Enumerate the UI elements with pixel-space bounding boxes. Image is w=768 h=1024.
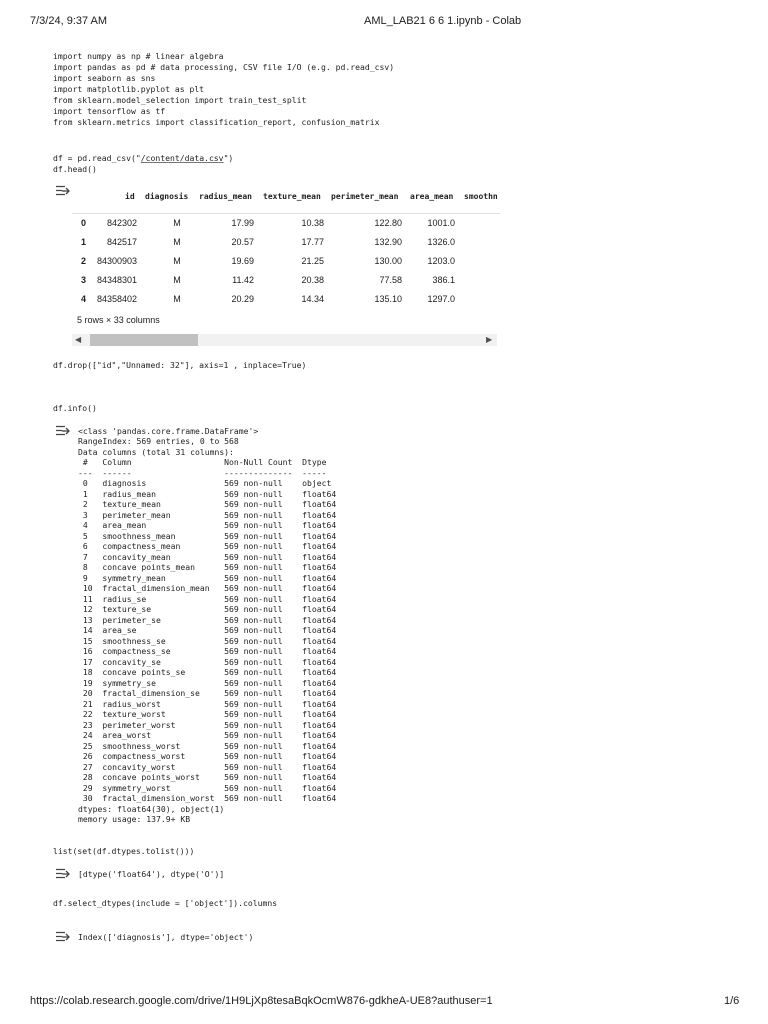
- page-title: AML_LAB21 6 6 1.ipynb - Colab: [364, 15, 522, 27]
- cell-diagnosis: M: [173, 237, 181, 247]
- page-url[interactable]: https://colab.research.google.com/drive/1H9LjXp8tesaBqkOcmW876-gdkheA-UE8?authuser=1: [30, 995, 493, 1007]
- cell-diagnosis: M: [173, 256, 181, 266]
- cell-id: 842517: [106, 237, 137, 247]
- cell-texture-mean: 17.77: [301, 237, 324, 247]
- column-header: texture_mean: [263, 192, 321, 201]
- page-number: 1/6: [724, 995, 740, 1007]
- output-line: memory usage: 137.9+ KB: [78, 814, 191, 824]
- output-toggle-icon[interactable]: [55, 868, 71, 880]
- cell-perimeter-mean: 130.00: [374, 256, 402, 266]
- cell-area-mean: 386.1: [432, 275, 455, 285]
- output-line: 25 smoothness_worst 569 non-null float64: [78, 740, 337, 751]
- code-line: df.head(): [53, 164, 97, 174]
- code-line: import tensorflow as tf: [53, 106, 166, 116]
- output-line: 26 compactness_worst 569 non-null float64: [78, 751, 337, 761]
- code-cell-select-dtypes[interactable]: df.select_dtypes(include = ['object']).columns: [53, 898, 278, 908]
- output-line: 20 fractal_dimension_se 569 non-null float64: [78, 688, 337, 698]
- output-line: 28 concave points_worst 569 non-null float64: [78, 772, 337, 782]
- output-line: 1 radius_mean 569 non-null float64: [78, 488, 337, 499]
- output-line: 27 concavity_worst 569 non-null float64: [78, 761, 337, 772]
- output-line: 7 concavity_mean 569 non-null float64: [78, 551, 337, 562]
- cell-id: 84300903: [96, 256, 137, 266]
- cell-area-mean: 1001.0: [427, 218, 455, 228]
- code-line: [53, 153, 233, 164]
- code-text: df = pd.read_csv(": [53, 153, 141, 163]
- output-line: 14 area_se 569 non-null float64: [78, 625, 337, 635]
- cell-diagnosis: M: [173, 294, 181, 304]
- code-line: from sklearn.model_selection import train_test_split: [53, 95, 307, 105]
- cell-texture-mean: 21.25: [301, 256, 324, 266]
- horizontal-scrollbar[interactable]: [72, 334, 497, 346]
- output-line: 22 texture_worst 569 non-null float64: [78, 709, 337, 719]
- row-index: 3: [81, 275, 87, 285]
- cell-diagnosis: M: [173, 275, 181, 285]
- select-dtypes-output: Index(['diagnosis'], dtype='object'): [78, 931, 254, 942]
- output-line: 3 perimeter_mean 569 non-null float64: [78, 509, 337, 520]
- code-line: import matplotlib.pyplot as plt: [53, 84, 205, 94]
- output-line: 30 fractal_dimension_worst 569 non-null float64: [78, 793, 337, 803]
- cell-perimeter-mean: 77.58: [379, 275, 402, 285]
- output-line: 15 smoothness_se 569 non-null float64: [78, 635, 337, 646]
- table-row: [72, 294, 500, 313]
- row-index: 0: [81, 218, 87, 228]
- output-line: 24 area_worst 569 non-null float64: [78, 730, 337, 740]
- scrollbar-thumb[interactable]: [90, 334, 198, 346]
- output-line: --- ------ -------------- -----: [78, 467, 337, 478]
- output-line: 5 smoothness_mean 569 non-null float64: [78, 530, 337, 541]
- output-line: 4 area_mean 569 non-null float64: [78, 520, 337, 530]
- code-line: import numpy as np # linear algebra: [53, 51, 224, 61]
- cell-perimeter-mean: 132.90: [374, 237, 402, 247]
- output-line: 0 diagnosis 569 non-null object: [78, 478, 337, 488]
- output-line: 16 compactness_se 569 non-null float64: [78, 646, 337, 656]
- table-row: [72, 256, 500, 275]
- cell-texture-mean: 10.38: [301, 218, 324, 228]
- output-line: Data columns (total 31 columns):: [78, 446, 234, 457]
- column-header: id: [125, 192, 135, 201]
- output-toggle-icon[interactable]: [55, 425, 71, 437]
- scroll-left-icon[interactable]: ◀: [75, 335, 82, 344]
- code-line: import pandas as pd # data processing, CSV file I/O (e.g. pd.read_csv): [53, 62, 395, 72]
- output-line: RangeIndex: 569 entries, 0 to 568: [78, 436, 239, 446]
- header-divider: [72, 213, 500, 214]
- code-text: "): [223, 153, 234, 163]
- output-line: 19 symmetry_se 569 non-null float64: [78, 677, 337, 688]
- cell-id: 84348301: [96, 275, 137, 285]
- output-line: 18 concave points_se 569 non-null float64: [78, 667, 337, 677]
- cell-id: 842302: [106, 218, 137, 228]
- column-header: smoothn: [464, 192, 498, 201]
- cell-radius-mean: 20.57: [231, 237, 254, 247]
- dtypes-output: [dtype('float64'), dtype('O')]: [78, 868, 225, 879]
- table-row: [72, 237, 500, 256]
- output-line: <class 'pandas.core.frame.DataFrame'>: [78, 425, 259, 436]
- output-line: dtypes: float64(30), object(1): [78, 803, 225, 814]
- code-cell-info[interactable]: df.info(): [53, 403, 97, 413]
- table-row: [72, 275, 500, 294]
- output-line: 17 concavity_se 569 non-null float64: [78, 656, 337, 667]
- cell-perimeter-mean: 122.80: [374, 218, 402, 228]
- cell-perimeter-mean: 135.10: [374, 294, 402, 304]
- output-line: 13 perimeter_se 569 non-null float64: [78, 614, 337, 625]
- cell-radius-mean: 19.69: [231, 256, 254, 266]
- output-line: 10 fractal_dimension_mean 569 non-null float64: [78, 583, 337, 593]
- column-header: area_mean: [410, 192, 454, 201]
- column-header: radius_mean: [199, 192, 252, 201]
- output-line: # Column Non-Null Count Dtype: [78, 457, 337, 467]
- cell-diagnosis: M: [173, 218, 181, 228]
- row-index: 1: [81, 237, 87, 247]
- cell-radius-mean: 20.29: [231, 294, 254, 304]
- code-line: from sklearn.metrics import classification_report, confusion_matrix: [53, 117, 380, 127]
- file-path-link[interactable]: /content/data.csv: [140, 153, 224, 163]
- output-line: 12 texture_se 569 non-null float64: [78, 604, 337, 614]
- cell-area-mean: 1203.0: [427, 256, 455, 266]
- column-header: diagnosis: [145, 192, 189, 201]
- output-line: 6 compactness_mean 569 non-null float64: [78, 541, 337, 551]
- output-toggle-icon[interactable]: [55, 185, 71, 197]
- table-row: [72, 218, 500, 237]
- output-line: 8 concave points_mean 569 non-null float64: [78, 562, 337, 572]
- output-line: 21 radius_worst 569 non-null float64: [78, 698, 337, 709]
- cell-radius-mean: 11.42: [232, 275, 254, 285]
- cell-radius-mean: 17.99: [231, 218, 254, 228]
- cell-texture-mean: 14.34: [301, 294, 324, 304]
- cell-area-mean: 1297.0: [427, 294, 455, 304]
- output-line: 11 radius_se 569 non-null float64: [78, 593, 337, 604]
- table-header-row: [72, 192, 500, 206]
- output-line: 29 symmetry_worst 569 non-null float64: [78, 782, 337, 793]
- row-index: 4: [81, 294, 87, 304]
- output-line: 9 symmetry_mean 569 non-null float64: [78, 572, 337, 583]
- code-cell-dtypes[interactable]: list(set(df.dtypes.tolist())): [53, 846, 195, 856]
- code-line: import seaborn as sns: [53, 73, 156, 83]
- dataframe-shape-label: 5 rows × 33 columns: [77, 315, 160, 325]
- output-toggle-icon[interactable]: [55, 931, 71, 943]
- row-index: 2: [81, 256, 87, 266]
- print-datetime: 7/3/24, 9:37 AM: [30, 15, 108, 27]
- cell-id: 84358402: [96, 294, 137, 304]
- cell-texture-mean: 20.38: [301, 275, 324, 285]
- scroll-right-icon[interactable]: ▶: [486, 335, 493, 344]
- output-line: 23 perimeter_worst 569 non-null float64: [78, 719, 337, 730]
- code-cell-drop[interactable]: df.drop(["id","Unnamed: 32"], axis=1 , inplace=True): [53, 360, 307, 370]
- column-header: perimeter_mean: [331, 192, 399, 201]
- output-line: 2 texture_mean 569 non-null float64: [78, 499, 337, 509]
- cell-area-mean: 1326.0: [427, 237, 455, 247]
